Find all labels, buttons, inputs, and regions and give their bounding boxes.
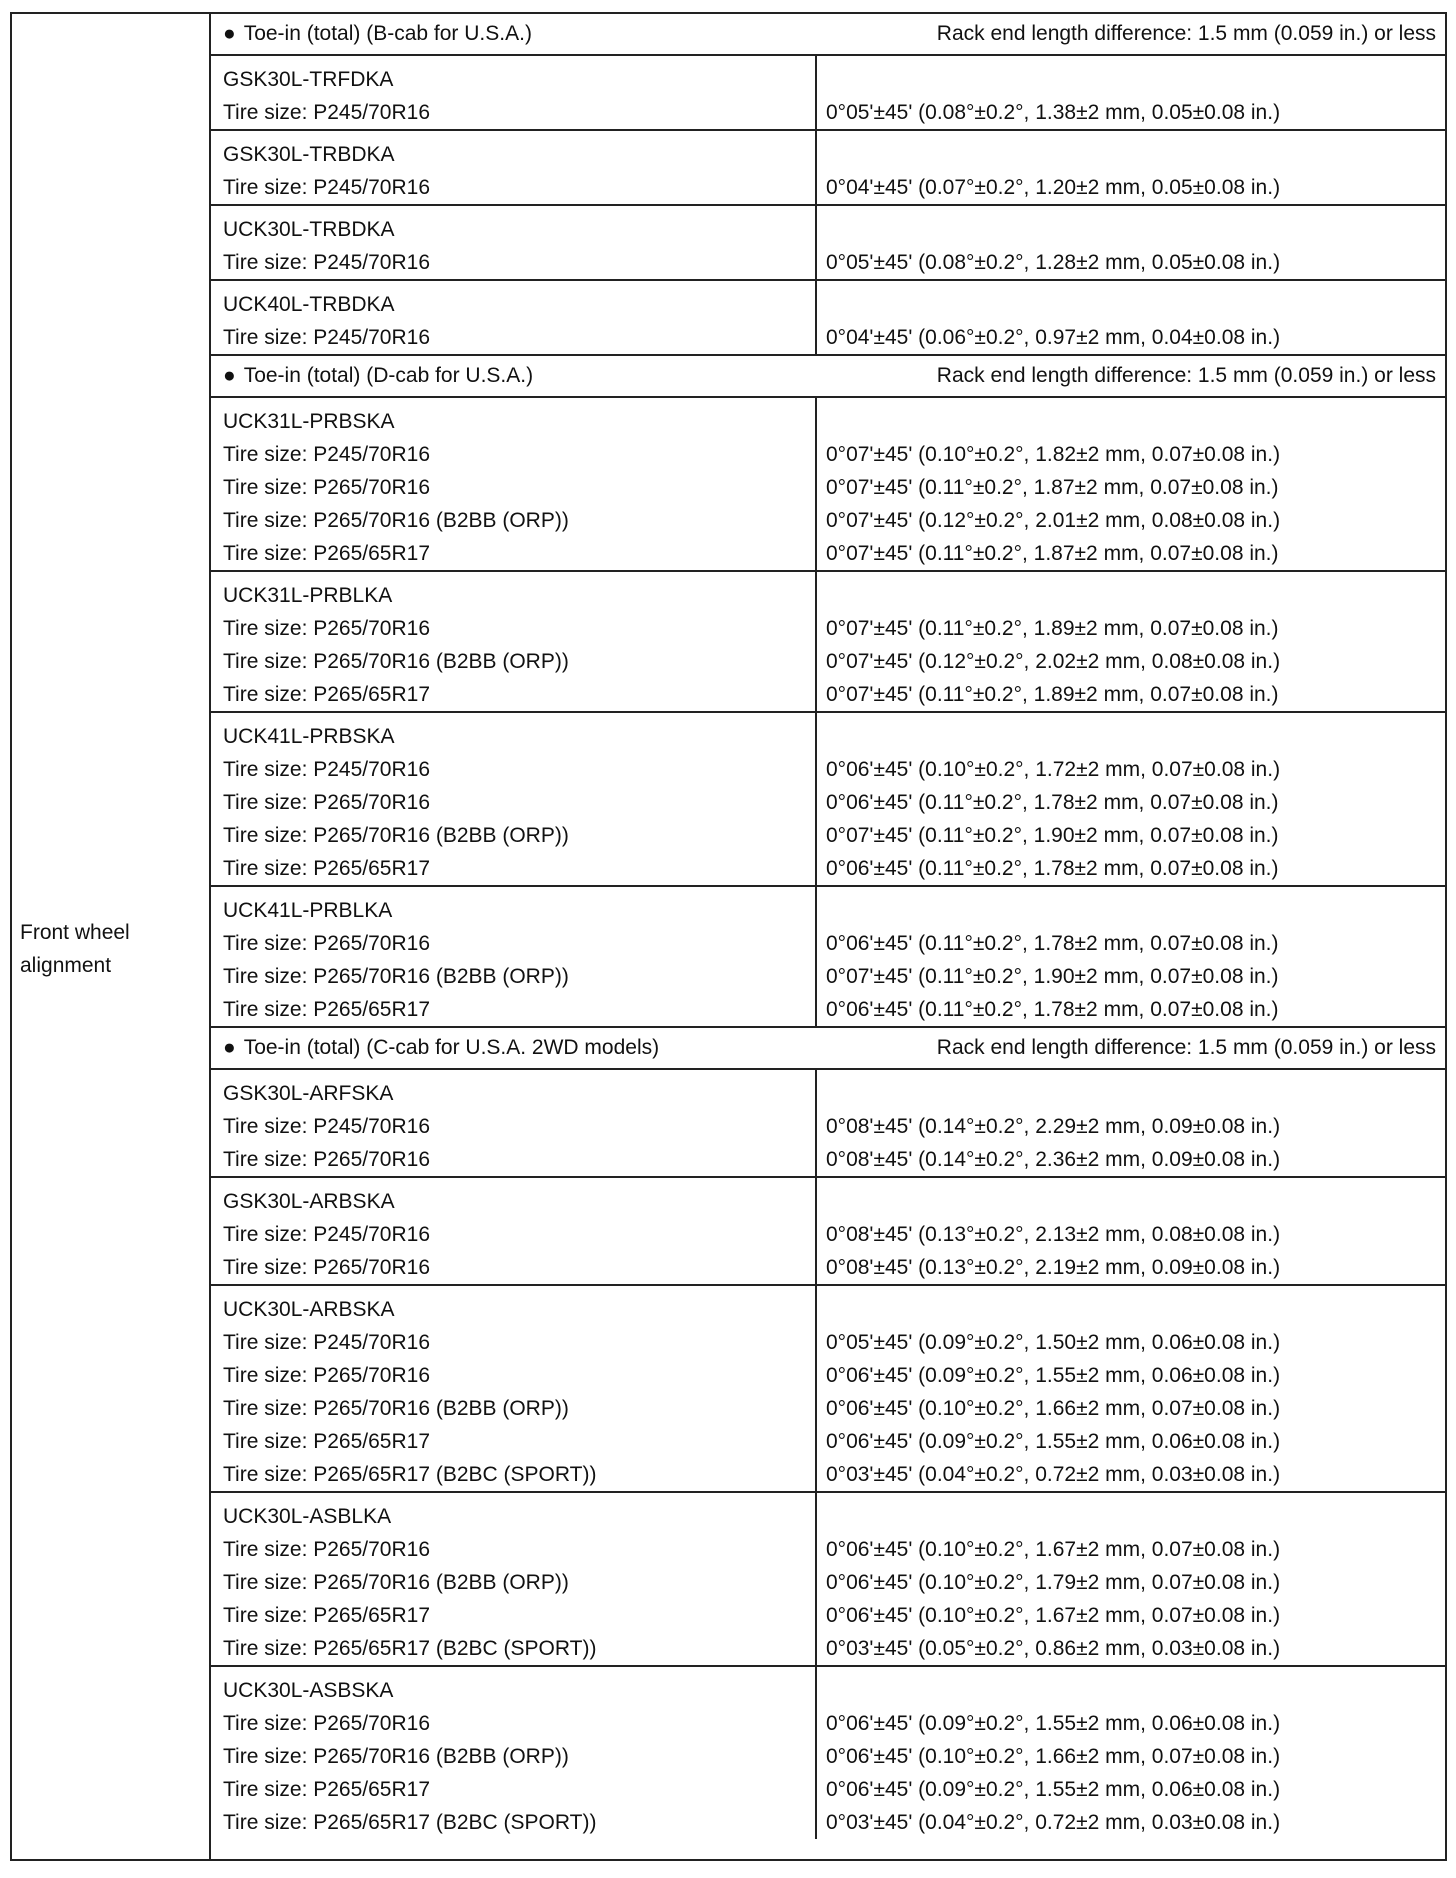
toe-in-value: 0°06'±45' (0.11°±0.2°, 1.78±2 mm, 0.07±0.08 in.) bbox=[826, 857, 1279, 880]
toe-in-value: 0°05'±45' (0.08°±0.2°, 1.28±2 mm, 0.05±0.08 in.) bbox=[826, 251, 1281, 274]
model-group bbox=[211, 1286, 1445, 1493]
model-code: UCK41L-PRBLKA bbox=[223, 899, 393, 922]
toe-in-value: 0°07'±45' (0.12°±0.2°, 2.01±2 mm, 0.08±0.08 in.) bbox=[826, 509, 1281, 532]
tire-size: Tire size: P265/70R16 (B2BB (ORP)) bbox=[223, 509, 569, 532]
toe-value-cell bbox=[817, 206, 1445, 279]
model-code: GSK30L-ARBSKA bbox=[223, 1190, 395, 1213]
tire-size: Tire size: P265/65R17 bbox=[223, 1430, 430, 1453]
tire-size: Tire size: P265/65R17 (B2BC (SPORT)) bbox=[223, 1811, 597, 1834]
section-header bbox=[211, 356, 1445, 398]
tire-size: Tire size: P265/70R16 bbox=[223, 1148, 430, 1171]
model-tire-cell bbox=[211, 131, 817, 204]
toe-in-value: 0°03'±45' (0.04°±0.2°, 0.72±2 mm, 0.03±0.08 in.) bbox=[826, 1463, 1281, 1486]
section-title-text: Toe-in (total) (C-cab for U.S.A. 2WD models) bbox=[243, 1036, 660, 1059]
tire-size: Tire size: P265/70R16 (B2BB (ORP)) bbox=[223, 650, 569, 673]
toe-value-cell bbox=[817, 713, 1445, 885]
toe-in-value: 0°07'±45' (0.11°±0.2°, 1.89±2 mm, 0.07±0.08 in.) bbox=[826, 617, 1279, 640]
toe-in-value: 0°08'±45' (0.13°±0.2°, 2.19±2 mm, 0.09±0.08 in.) bbox=[826, 1256, 1281, 1279]
toe-in-value: 0°07'±45' (0.10°±0.2°, 1.82±2 mm, 0.07±0.08 in.) bbox=[826, 443, 1281, 466]
rack-end-spec: Rack end length difference: 1.5 mm (0.059 in.) or less bbox=[936, 1036, 1436, 1059]
tire-size: Tire size: P245/70R16 bbox=[223, 326, 430, 349]
toe-in-value: 0°06'±45' (0.11°±0.2°, 1.78±2 mm, 0.07±0.08 in.) bbox=[826, 998, 1279, 1021]
section-title bbox=[223, 1036, 659, 1060]
spec-table bbox=[10, 12, 1447, 1861]
toe-in-value: 0°05'±45' (0.09°±0.2°, 1.50±2 mm, 0.06±0.08 in.) bbox=[826, 1331, 1281, 1354]
value-spacer bbox=[826, 405, 1445, 438]
model-tire-cell bbox=[211, 1667, 817, 1839]
toe-in-value: 0°05'±45' (0.08°±0.2°, 1.38±2 mm, 0.05±0.08 in.) bbox=[826, 101, 1281, 124]
toe-value-cell bbox=[817, 1178, 1445, 1284]
rack-end-spec: Rack end length difference: 1.5 mm (0.059 in.) or less bbox=[936, 364, 1436, 387]
tire-size: Tire size: P245/70R16 bbox=[223, 101, 430, 124]
model-tire-cell bbox=[211, 281, 817, 354]
alignment-table-body bbox=[211, 14, 1445, 1859]
toe-in-value: 0°06'±45' (0.10°±0.2°, 1.66±2 mm, 0.07±0.08 in.) bbox=[826, 1745, 1281, 1768]
tire-size: Tire size: P265/70R16 (B2BB (ORP)) bbox=[223, 965, 569, 988]
toe-in-value: 0°04'±45' (0.06°±0.2°, 0.97±2 mm, 0.04±0.08 in.) bbox=[826, 326, 1281, 349]
toe-in-value: 0°07'±45' (0.11°±0.2°, 1.90±2 mm, 0.07±0.08 in.) bbox=[826, 824, 1279, 847]
model-group bbox=[211, 887, 1445, 1028]
tire-size: Tire size: P245/70R16 bbox=[223, 251, 430, 274]
tire-size: Tire size: P265/70R16 bbox=[223, 932, 430, 955]
tire-size: Tire size: P245/70R16 bbox=[223, 1331, 430, 1354]
tire-size: Tire size: P265/70R16 (B2BB (ORP)) bbox=[223, 1745, 569, 1768]
toe-value-cell bbox=[817, 572, 1445, 711]
toe-in-value: 0°06'±45' (0.11°±0.2°, 1.78±2 mm, 0.07±0.08 in.) bbox=[826, 932, 1279, 955]
bullet-icon: ● bbox=[223, 1036, 236, 1059]
value-spacer bbox=[826, 213, 1445, 246]
tire-size: Tire size: P265/65R17 bbox=[223, 998, 430, 1021]
toe-in-value: 0°07'±45' (0.11°±0.2°, 1.87±2 mm, 0.07±0.08 in.) bbox=[826, 476, 1279, 499]
tire-size: Tire size: P265/65R17 (B2BC (SPORT)) bbox=[223, 1463, 597, 1486]
model-tire-cell bbox=[211, 56, 817, 129]
model-tire-cell bbox=[211, 1286, 817, 1491]
toe-value-cell bbox=[817, 131, 1445, 204]
tire-size: Tire size: P265/70R16 bbox=[223, 476, 430, 499]
value-spacer bbox=[826, 1674, 1445, 1707]
toe-in-value: 0°07'±45' (0.11°±0.2°, 1.89±2 mm, 0.07±0.08 in.) bbox=[826, 683, 1279, 706]
toe-in-value: 0°07'±45' (0.12°±0.2°, 2.02±2 mm, 0.08±0.08 in.) bbox=[826, 650, 1281, 673]
toe-in-value: 0°07'±45' (0.11°±0.2°, 1.87±2 mm, 0.07±0.08 in.) bbox=[826, 542, 1279, 565]
toe-in-value: 0°06'±45' (0.09°±0.2°, 1.55±2 mm, 0.06±0.08 in.) bbox=[826, 1778, 1281, 1801]
model-tire-cell bbox=[211, 1493, 817, 1665]
model-group bbox=[211, 398, 1445, 572]
model-tire-cell bbox=[211, 1070, 817, 1176]
model-code: UCK31L-PRBSKA bbox=[223, 410, 395, 433]
section-title bbox=[223, 22, 532, 46]
toe-in-value: 0°06'±45' (0.10°±0.2°, 1.72±2 mm, 0.07±0.08 in.) bbox=[826, 758, 1281, 781]
model-code: GSK30L-TRFDKA bbox=[223, 68, 394, 91]
value-spacer bbox=[826, 1077, 1445, 1110]
section-header bbox=[211, 1028, 1445, 1070]
tire-size: Tire size: P265/65R17 bbox=[223, 683, 430, 706]
toe-value-cell bbox=[817, 1493, 1445, 1665]
model-code: UCK30L-ASBLKA bbox=[223, 1505, 392, 1528]
tire-size: Tire size: P245/70R16 bbox=[223, 443, 430, 466]
value-spacer bbox=[826, 288, 1445, 321]
toe-in-value: 0°06'±45' (0.10°±0.2°, 1.67±2 mm, 0.07±0.08 in.) bbox=[826, 1538, 1281, 1561]
section-title-text: Toe-in (total) (B-cab for U.S.A.) bbox=[243, 22, 532, 45]
toe-in-value: 0°08'±45' (0.13°±0.2°, 2.13±2 mm, 0.08±0.08 in.) bbox=[826, 1223, 1281, 1246]
category-label-line-1: Front wheel bbox=[20, 921, 130, 944]
model-group bbox=[211, 1667, 1445, 1839]
model-group bbox=[211, 131, 1445, 206]
model-tire-cell bbox=[211, 887, 817, 1026]
toe-in-value: 0°06'±45' (0.09°±0.2°, 1.55±2 mm, 0.06±0.08 in.) bbox=[826, 1712, 1281, 1735]
toe-in-value: 0°03'±45' (0.04°±0.2°, 0.72±2 mm, 0.03±0.08 in.) bbox=[826, 1811, 1281, 1834]
model-group bbox=[211, 572, 1445, 713]
rack-end-spec: Rack end length difference: 1.5 mm (0.059 in.) or less bbox=[936, 22, 1436, 45]
toe-value-cell bbox=[817, 1070, 1445, 1176]
toe-in-value: 0°06'±45' (0.10°±0.2°, 1.79±2 mm, 0.07±0.08 in.) bbox=[826, 1571, 1281, 1594]
model-tire-cell bbox=[211, 713, 817, 885]
model-tire-cell bbox=[211, 398, 817, 570]
tire-size: Tire size: P265/70R16 bbox=[223, 617, 430, 640]
model-code: UCK30L-ARBSKA bbox=[223, 1298, 395, 1321]
toe-in-value: 0°03'±45' (0.05°±0.2°, 0.86±2 mm, 0.03±0.08 in.) bbox=[826, 1637, 1281, 1660]
toe-value-cell bbox=[817, 1667, 1445, 1839]
section-header bbox=[211, 14, 1445, 56]
tire-size: Tire size: P265/70R16 (B2BB (ORP)) bbox=[223, 824, 569, 847]
value-spacer bbox=[826, 63, 1445, 96]
model-group bbox=[211, 206, 1445, 281]
model-code: UCK31L-PRBLKA bbox=[223, 584, 393, 607]
model-code: UCK41L-PRBSKA bbox=[223, 725, 395, 748]
toe-in-value: 0°06'±45' (0.09°±0.2°, 1.55±2 mm, 0.06±0.08 in.) bbox=[826, 1364, 1281, 1387]
value-spacer bbox=[826, 1185, 1445, 1218]
toe-in-value: 0°08'±45' (0.14°±0.2°, 2.36±2 mm, 0.09±0.08 in.) bbox=[826, 1148, 1281, 1171]
toe-value-cell bbox=[817, 887, 1445, 1026]
tire-size: Tire size: P245/70R16 bbox=[223, 1223, 430, 1246]
bullet-icon: ● bbox=[223, 22, 236, 45]
model-tire-cell bbox=[211, 206, 817, 279]
model-group bbox=[211, 56, 1445, 131]
model-group bbox=[211, 1070, 1445, 1178]
model-code: UCK30L-TRBDKA bbox=[223, 218, 395, 241]
tire-size: Tire size: P265/70R16 (B2BB (ORP)) bbox=[223, 1571, 569, 1594]
tire-size: Tire size: P265/70R16 bbox=[223, 1538, 430, 1561]
tire-size: Tire size: P245/70R16 bbox=[223, 1115, 430, 1138]
category-cell bbox=[12, 14, 211, 1859]
value-spacer bbox=[826, 1500, 1445, 1533]
tire-size: Tire size: P265/65R17 bbox=[223, 1604, 430, 1627]
value-spacer bbox=[826, 894, 1445, 927]
value-spacer bbox=[826, 579, 1445, 612]
bullet-icon: ● bbox=[223, 364, 236, 387]
model-code: UCK40L-TRBDKA bbox=[223, 293, 395, 316]
tire-size: Tire size: P265/65R17 bbox=[223, 1778, 430, 1801]
tire-size: Tire size: P265/70R16 (B2BB (ORP)) bbox=[223, 1397, 569, 1420]
toe-in-value: 0°06'±45' (0.11°±0.2°, 1.78±2 mm, 0.07±0.08 in.) bbox=[826, 791, 1279, 814]
tire-size: Tire size: P265/70R16 bbox=[223, 1712, 430, 1735]
tire-size: Tire size: P245/70R16 bbox=[223, 176, 430, 199]
model-group bbox=[211, 1178, 1445, 1286]
tire-size: Tire size: P265/65R17 bbox=[223, 857, 430, 880]
toe-in-value: 0°06'±45' (0.09°±0.2°, 1.55±2 mm, 0.06±0.08 in.) bbox=[826, 1430, 1281, 1453]
model-group bbox=[211, 1493, 1445, 1667]
category-label bbox=[20, 916, 130, 982]
tire-size: Tire size: P265/70R16 bbox=[223, 791, 430, 814]
toe-in-value: 0°06'±45' (0.10°±0.2°, 1.66±2 mm, 0.07±0.08 in.) bbox=[826, 1397, 1281, 1420]
model-code: GSK30L-ARFSKA bbox=[223, 1082, 394, 1105]
toe-value-cell bbox=[817, 398, 1445, 570]
toe-value-cell bbox=[817, 1286, 1445, 1491]
category-label-line-2: alignment bbox=[20, 954, 112, 977]
model-tire-cell bbox=[211, 1178, 817, 1284]
section-title bbox=[223, 364, 533, 388]
toe-in-value: 0°08'±45' (0.14°±0.2°, 2.29±2 mm, 0.09±0.08 in.) bbox=[826, 1115, 1281, 1138]
value-spacer bbox=[826, 138, 1445, 171]
value-spacer bbox=[826, 1293, 1445, 1326]
tire-size: Tire size: P265/65R17 (B2BC (SPORT)) bbox=[223, 1637, 597, 1660]
model-tire-cell bbox=[211, 572, 817, 711]
toe-in-value: 0°04'±45' (0.07°±0.2°, 1.20±2 mm, 0.05±0.08 in.) bbox=[826, 176, 1281, 199]
model-group bbox=[211, 281, 1445, 356]
toe-value-cell bbox=[817, 281, 1445, 354]
model-code: GSK30L-TRBDKA bbox=[223, 143, 395, 166]
toe-in-value: 0°06'±45' (0.10°±0.2°, 1.67±2 mm, 0.07±0.08 in.) bbox=[826, 1604, 1281, 1627]
model-group bbox=[211, 713, 1445, 887]
model-code: UCK30L-ASBSKA bbox=[223, 1679, 394, 1702]
toe-value-cell bbox=[817, 56, 1445, 129]
value-spacer bbox=[826, 720, 1445, 753]
section-title-text: Toe-in (total) (D-cab for U.S.A.) bbox=[243, 364, 534, 387]
tire-size: Tire size: P245/70R16 bbox=[223, 758, 430, 781]
tire-size: Tire size: P265/65R17 bbox=[223, 542, 430, 565]
tire-size: Tire size: P265/70R16 bbox=[223, 1364, 430, 1387]
tire-size: Tire size: P265/70R16 bbox=[223, 1256, 430, 1279]
toe-in-value: 0°07'±45' (0.11°±0.2°, 1.90±2 mm, 0.07±0.08 in.) bbox=[826, 965, 1279, 988]
